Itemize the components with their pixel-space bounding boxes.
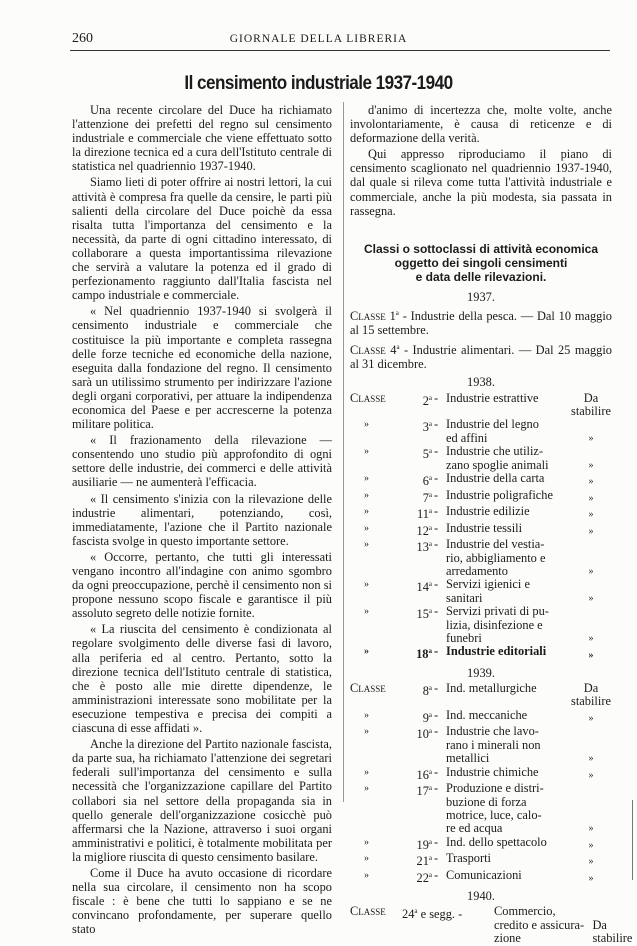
class-number: 7$^a$: [422, 490, 432, 505]
class-number: 13$^a$: [416, 540, 432, 555]
table-entry-1937: [350, 340, 612, 371]
paragraph: « Occorre, pertanto, che tutti gli interessati vengano incontro all'indagine con animo sgombro da ogni preoccupazione, perchè il censimento non si propone nessuno scopo fiscale e garantisce il più assoluto segreto delle notizie fornite.: [72, 549, 332, 621]
classe-label: Classe: [350, 904, 386, 919]
table-row: [350, 489, 612, 506]
class-number: 3$^a$: [422, 420, 432, 435]
class-description: Industrie poligrafiche: [446, 487, 554, 502]
table-row: [350, 782, 612, 836]
table-row: [350, 418, 612, 445]
paragraph: Una recente circolare del Duce ha richiamato l'attenzione dei prefetti del regno sul censimento industriale e commerciale che viene effettuato sotto la direzione tecnica ed a cura dell'Istituto centrale di statistica nel quadriennio 1937-1940.: [72, 103, 332, 174]
class-status: »: [588, 769, 594, 781]
classe-label: Classe: [350, 343, 386, 358]
class-status: »: [588, 823, 594, 835]
class-number-value: 12: [416, 523, 429, 538]
class-number-value: 7: [422, 490, 429, 505]
paragraph: Come il Duce ha avuto occasione di ricordare nella sua circolare, il censimento non ha scopo fiscale : è bene che tutti lo sappiano e se ne convincano profondamente, per superare quello stato: [72, 865, 332, 937]
class-number: 22$^a$: [416, 870, 432, 885]
class-number: 24$^a$ e segg. -: [402, 907, 463, 922]
left-column: [72, 103, 332, 938]
ditto-mark: »: [364, 473, 369, 484]
dash: -: [434, 764, 439, 779]
class-number-value: 5: [422, 447, 429, 462]
classe-label: Classe: [350, 390, 386, 405]
class-status: »: [588, 476, 594, 488]
table-row: [350, 522, 612, 539]
class-number-value: 8: [422, 684, 429, 699]
class-description: Industrie tessili: [446, 520, 523, 535]
class-description: Industrie del legno ed affini: [446, 417, 539, 445]
class-status: »: [588, 872, 594, 884]
table-row: [350, 682, 612, 709]
ditto-mark: »: [364, 522, 369, 534]
table-row: [350, 852, 612, 869]
dash: -: [434, 781, 439, 796]
ditto-mark: »: [364, 836, 369, 848]
class-number: 19$^a$: [416, 837, 432, 852]
class-status: »: [588, 492, 594, 504]
class-description: Industrie estrattive: [446, 390, 539, 405]
table-row: [350, 472, 612, 489]
ditto-mark: »: [364, 579, 369, 591]
dash: -: [434, 604, 439, 619]
scan-edge-line: [632, 800, 633, 880]
class-status: »: [588, 632, 594, 644]
article-title: Il censimento industriale 1937-1940: [184, 73, 453, 94]
year-heading: 1937.: [467, 289, 495, 304]
dash: -: [434, 444, 439, 459]
table-row: [350, 605, 612, 645]
year-heading: 1939.: [467, 665, 495, 680]
class-number: 8$^a$: [422, 684, 432, 699]
class-number: 12$^a$: [416, 523, 432, 538]
table-row: [350, 766, 612, 783]
class-number-value: 9: [422, 710, 429, 725]
dash: -: [434, 681, 439, 695]
class-number-value: 18: [416, 647, 429, 662]
class-number-value: 22: [416, 870, 429, 885]
year-heading: 1940.: [467, 889, 495, 904]
class-status: »: [588, 712, 594, 724]
class-number-value: 14: [416, 580, 429, 595]
class-description: - Industrie della pesca. — Dal 10 maggio al 15 settembre.: [350, 308, 612, 338]
ditto-mark: »: [364, 506, 369, 518]
class-number-value: 2: [422, 393, 429, 408]
class-number: 1: [389, 308, 396, 323]
class-number: 9$^a$: [422, 710, 432, 725]
table-row: [350, 709, 612, 726]
class-description: Ind. dello spettacolo: [446, 834, 547, 849]
class-number: 21$^a$: [416, 854, 432, 869]
class-status: Da stabilire: [571, 681, 611, 709]
ditto-mark: »: [364, 539, 369, 551]
table-row: [350, 445, 612, 472]
ditto-mark: »: [364, 766, 369, 778]
class-description: Industrie che lavo- rano i minerali non metallici: [446, 724, 541, 766]
ditto-mark: »: [364, 709, 369, 721]
dash: -: [434, 487, 439, 502]
class-number: 4: [390, 343, 397, 358]
table-title-line: Classi o sottoclassi di attività economica: [363, 241, 599, 256]
right-column: [350, 103, 633, 946]
table-row: [350, 869, 612, 886]
dash: -: [434, 577, 439, 592]
table-row: [350, 725, 612, 765]
paragraph: « Il censimento s'inizia con la rilevazione delle industrie alimentari, potenziando, così, immediatamente, l'azione che il Partito nazionale fascista svolge in questo importante settore.: [72, 491, 332, 548]
class-description: Servizi igienici e sanitari: [446, 577, 530, 605]
table-row-1940: [350, 904, 633, 946]
paragraph: d'animo di incertezza che, molte volte, anche involontariamente, è causa di reticenze e di deformazione della verità.: [350, 103, 612, 146]
header-rule: [70, 50, 610, 51]
ordinal-suffix: a: [395, 308, 399, 317]
classe-label: Classe: [350, 308, 386, 323]
year-heading: 1938.: [467, 375, 495, 390]
table-entry-1937: [350, 306, 612, 337]
class-status: »: [588, 649, 594, 661]
ditto-mark: »: [364, 419, 369, 431]
dash: -: [434, 867, 439, 882]
class-status: »: [588, 856, 594, 868]
class-description: Commercio, credito e assicura- zione: [494, 904, 585, 946]
class-number-value: 21: [416, 854, 429, 869]
ditto-mark: »: [364, 853, 369, 865]
class-description: Industrie del vestia- rio, abbigliamento e arredamento: [446, 537, 546, 578]
dash: -: [434, 390, 439, 405]
dash: -: [434, 707, 439, 722]
class-description: Trasporti: [446, 851, 491, 866]
class-number: 17$^a$: [416, 784, 432, 799]
class-status: »: [588, 753, 594, 765]
page-number: 260: [72, 31, 93, 46]
table-row: [350, 645, 612, 662]
table-row: [350, 836, 612, 853]
table-row: [350, 392, 612, 419]
paragraph: Siamo lieti di poter offrire ai nostri lettori, la cui attività è compresa fra quelle da censire, le parti più salienti della circolare del Duce poichè da essa risalta tutta l'importanza del censimento e la necessità, da parte di ogni cittadino interessato, di collaborare a questa importantissima rilevazione che servirà a valutare la potenza ed il grado di perfezionamento raggiunto dall'Italia fascista nel campo industriale e commerciale.: [72, 175, 332, 303]
paragraph: « Nel quadriennio 1937-1940 si svolgerà il censimento industriale e commerciale che costituisce la più importante e completa rassegna delle forze tecniche ed economiche della nazione, eseguita dalla fondazione del regno. Il censimento sarà un utilissimo strumento per indirizzare l'azione degli organi corporativi, per attuare la indipendenza economica del Paese e per accrescerne la potenza militare politica.: [72, 304, 332, 432]
class-number-value: 3: [422, 420, 429, 435]
paragraph: « Il frazionamento della rilevazione — consentendo uno studio più approfondito di ogni settore delle industrie, dei commerci e delle attività ausiliarie — ne aumenterà l'efficacia.: [72, 433, 332, 490]
class-number: 18$^a$: [416, 647, 432, 662]
class-number-value: 6: [422, 474, 429, 489]
table-row: [350, 538, 612, 578]
table-title: [350, 242, 612, 284]
table-row: [350, 578, 612, 605]
dash: -: [434, 417, 439, 432]
ditto-mark: »: [364, 783, 369, 795]
class-number: 5$^a$: [422, 447, 432, 462]
dash: -: [434, 724, 439, 739]
paragraph: Anche la direzione del Partito nazionale fascista, da parte sua, ha richiamato l'attenzione dei segretari federali sull'importanza del censimento e sulla necessità che l'organizzazione capillare del Partito collabori sia nel settore della propaganda sia in quello generale dell'organizzazione cosicchè può affermarsi che la Nazione, attraverso i suoi organi amministrativi e politici, è totalmente mobilitata per la migliore riuscita di questo censimento basilare.: [72, 737, 332, 864]
class-description: Servizi privati di pu- lizia, disinfezione e funebri: [446, 604, 549, 645]
ditto-mark: »: [364, 446, 369, 458]
class-number: 15$^a$: [416, 607, 432, 622]
ditto-mark: »: [364, 726, 369, 738]
class-number: 2$^a$: [422, 393, 432, 408]
class-number: 6$^a$: [422, 474, 432, 489]
class-status: »: [588, 565, 594, 577]
class-number: 10$^a$: [416, 727, 432, 742]
ditto-mark: »: [364, 606, 369, 618]
paragraph: Qui appresso riproduciamo il piano di censimento scaglionato nel quadriennio 1937-1940, dal quale si rileva come tutta l'attività industriale e commerciale, anche la più modesta, sia passata in rassegna.: [350, 147, 612, 218]
class-description: Produzione e distri- buzione di forza motrice, luce, calo- re ed acqua: [446, 781, 544, 836]
class-number: 16$^a$: [416, 767, 432, 782]
class-description: Comunicazioni: [446, 867, 522, 882]
dash: -: [434, 504, 439, 519]
class-description: - Industrie alimentari. — Dal 25 maggio al 31 dicembre.: [350, 343, 612, 372]
table-title-line: e data delle rilevazioni.: [415, 269, 547, 284]
class-number: 14$^a$: [416, 580, 432, 595]
class-status: »: [588, 459, 594, 471]
class-status: Da stabilire: [571, 390, 611, 418]
class-description: Industrie chimiche: [446, 764, 539, 779]
dash: -: [434, 851, 439, 866]
class-number-value: 19: [416, 837, 429, 852]
dash: -: [434, 471, 439, 485]
class-description: Industrie che utiliz- zano spoglie animali: [446, 444, 549, 472]
class-number-value: 16: [416, 767, 429, 782]
paragraph: « La riuscita del censimento è condizionata al regolare svolgimento delle diverse fasi di lavoro, alla periferia ed al centro. Pertanto, sotto la direzione tecnica dell'Istituto centrale di statistica, che è posto alle mie dirette dipendenze, le amministrazioni interessate sono mobilitate per la esecuzione tempestiva e precisa dei compiti a ciascuna di esse affidati ».: [72, 622, 332, 736]
classe-label: Classe: [350, 681, 386, 695]
class-number-value: 15: [416, 607, 429, 622]
class-status: Da stabilire: [592, 917, 633, 946]
column-divider: [343, 102, 344, 802]
class-description: Industrie edilizie: [446, 504, 530, 519]
ditto-mark: »: [364, 646, 369, 658]
table-row: [350, 505, 612, 522]
class-description: Ind. metallurgiche: [446, 681, 537, 695]
ditto-mark: »: [364, 869, 369, 881]
class-number: 11$^a$: [416, 507, 432, 522]
class-number-value: 11: [416, 507, 429, 522]
dash: -: [434, 834, 439, 849]
class-status: »: [588, 525, 594, 537]
class-description: Industrie della carta: [446, 471, 545, 485]
class-description: Industrie editoriali: [446, 644, 547, 659]
class-status: »: [588, 839, 594, 851]
dash: -: [434, 537, 439, 552]
dash: -: [434, 644, 439, 659]
dash: -: [434, 520, 439, 535]
class-status: »: [588, 432, 594, 444]
class-number-value: 17: [416, 784, 429, 799]
class-number-value: 10: [416, 727, 429, 742]
table-title-line: oggetto dei singoli censimenti: [394, 255, 568, 270]
class-status: »: [588, 592, 594, 604]
ordinal-suffix: a: [396, 343, 400, 352]
class-status: »: [588, 509, 594, 521]
class-number-value: 13: [416, 540, 429, 555]
ditto-mark: »: [364, 489, 369, 501]
running-header: GIORNALE DELLA LIBRERIA: [229, 33, 408, 45]
class-description: Ind. meccaniche: [446, 707, 528, 722]
